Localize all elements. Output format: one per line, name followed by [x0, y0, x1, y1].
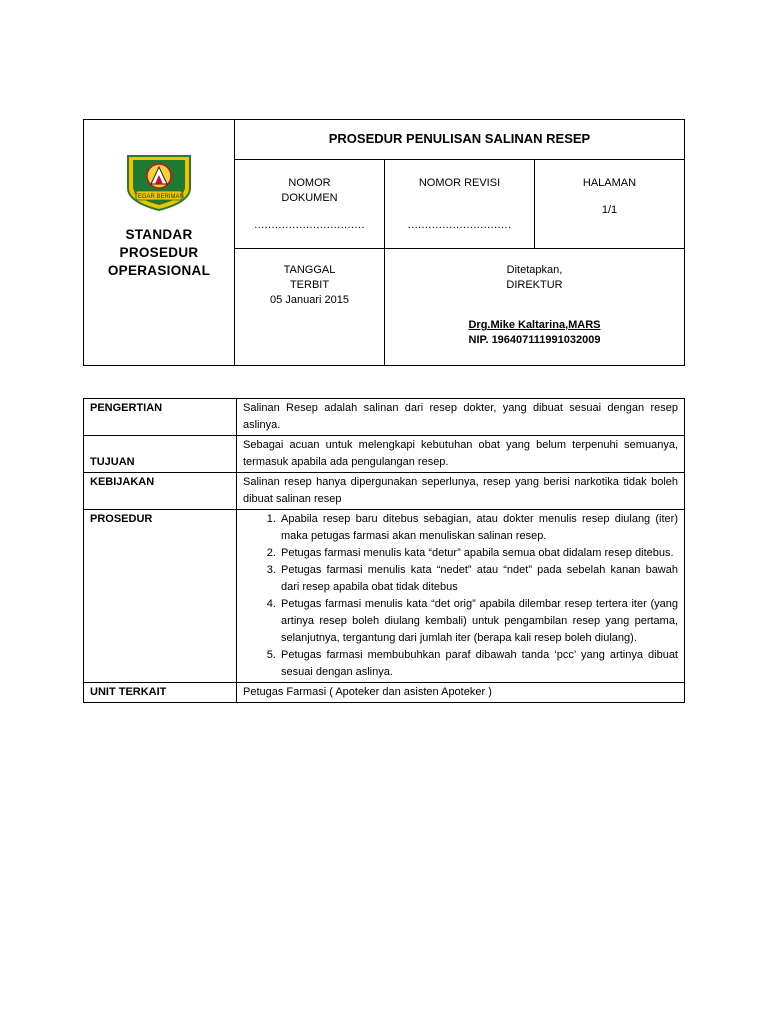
- sop-title: STANDAR PROSEDUR OPERASIONAL: [107, 227, 211, 278]
- pengertian-text: Salinan Resep adalah salinan dari resep dokter, yang dibuat sesuai dengan resep aslinya.: [237, 399, 685, 436]
- ditetapkan-cell: [385, 249, 685, 366]
- tujuan-label: TUJUAN: [84, 436, 237, 473]
- nomor-dokumen-label: NOMOR DOKUMEN: [281, 177, 338, 204]
- nomor-revisi-label: NOMOR REVISI: [418, 177, 501, 189]
- sop-content-table: [83, 398, 685, 703]
- halaman-cell: [535, 160, 685, 249]
- prosedur-list: [243, 511, 678, 681]
- signatory: [385, 318, 684, 348]
- kebijakan-text: Salinan resep hanya dipergunakan seperlunya, resep yang berisi narkotika tidak boleh dibuat salinan resep: [237, 473, 685, 510]
- ditetapkan-label: Ditetapkan, DIREKTUR: [385, 263, 684, 293]
- tanggal-terbit-label: TANGGAL TERBIT 05 Januari 2015: [235, 263, 384, 308]
- prosedur-step: 2. Petugas farmasi menulis kata “detur” apabila semua obat didalam resep ditebus.: [279, 545, 678, 562]
- shield-emblem-icon: [124, 154, 194, 212]
- kebijakan-label: KEBIJAKAN: [84, 473, 237, 510]
- signer-nip: NIP. 196407111991032009: [468, 334, 601, 346]
- signer-name: Drg.Mike Kaltarina,MARS: [468, 319, 601, 331]
- unit-terkait-row: [84, 683, 685, 703]
- nomor-dokumen-cell: [235, 160, 385, 249]
- unit-terkait-text: Petugas Farmasi ( Apoteker dan asisten Apoteker ): [237, 683, 685, 703]
- nomor-revisi-cell: [385, 160, 535, 249]
- tujuan-text: Sebagai acuan untuk melengkapi kebutuhan obat yang belum terpenuhi semuanya, termasuk apabila ada pengulangan resep.: [237, 436, 685, 473]
- tanggal-terbit-cell: [235, 249, 385, 366]
- procedure-title: PROSEDUR PENULISAN SALINAN RESEP: [235, 120, 685, 160]
- tanggal-terbit-value: 05 Januari 2015: [270, 294, 349, 306]
- logo-motto: TEGAR BERIMAN: [134, 194, 184, 200]
- halaman-value: 1/1: [601, 204, 618, 216]
- prosedur-step: 3. Petugas farmasi menulis kata “nedet” atau “ndet” pada sebelah kanan bawah dari resep apabila obat tidak ditebus: [279, 562, 678, 596]
- kebijakan-row: [84, 473, 685, 510]
- prosedur-row: [84, 510, 685, 683]
- tujuan-row: [84, 436, 685, 473]
- sop-identity-cell: [84, 120, 235, 366]
- nomor-revisi-value: ..............................: [407, 219, 512, 231]
- unit-terkait-label: UNIT TERKAIT: [84, 683, 237, 703]
- prosedur-step: 1. Apabila resep baru ditebus sebagian, atau dokter menulis resep diulang (iter) maka petugas farmasi akan menuliskan salinan resep.: [279, 511, 678, 545]
- nomor-dokumen-value: ................................: [254, 219, 365, 231]
- prosedur-steps: [237, 510, 685, 683]
- prosedur-label: PROSEDUR: [84, 510, 237, 683]
- pengertian-label: PENGERTIAN: [84, 399, 237, 436]
- sop-header-table: [83, 119, 685, 366]
- halaman-label: HALAMAN: [582, 177, 637, 189]
- pengertian-row: [84, 399, 685, 436]
- direktur-label: DIREKTUR: [506, 279, 563, 291]
- prosedur-step: 5. Petugas farmasi membubuhkan paraf dibawah tanda ‘pcc’ yang artinya dibuat sesuai dengan aslinya.: [279, 647, 678, 681]
- regency-logo: [124, 154, 194, 212]
- prosedur-step: 4. Petugas farmasi menulis kata “det orig” apabila dilembar resep tertera iter (yang artinya resep boleh diulang kembali) untuk pengambilan resep yang pertama, selanjutnya, tergantung dari jumlah iter (berapa kali resep boleh diulang).: [279, 596, 678, 647]
